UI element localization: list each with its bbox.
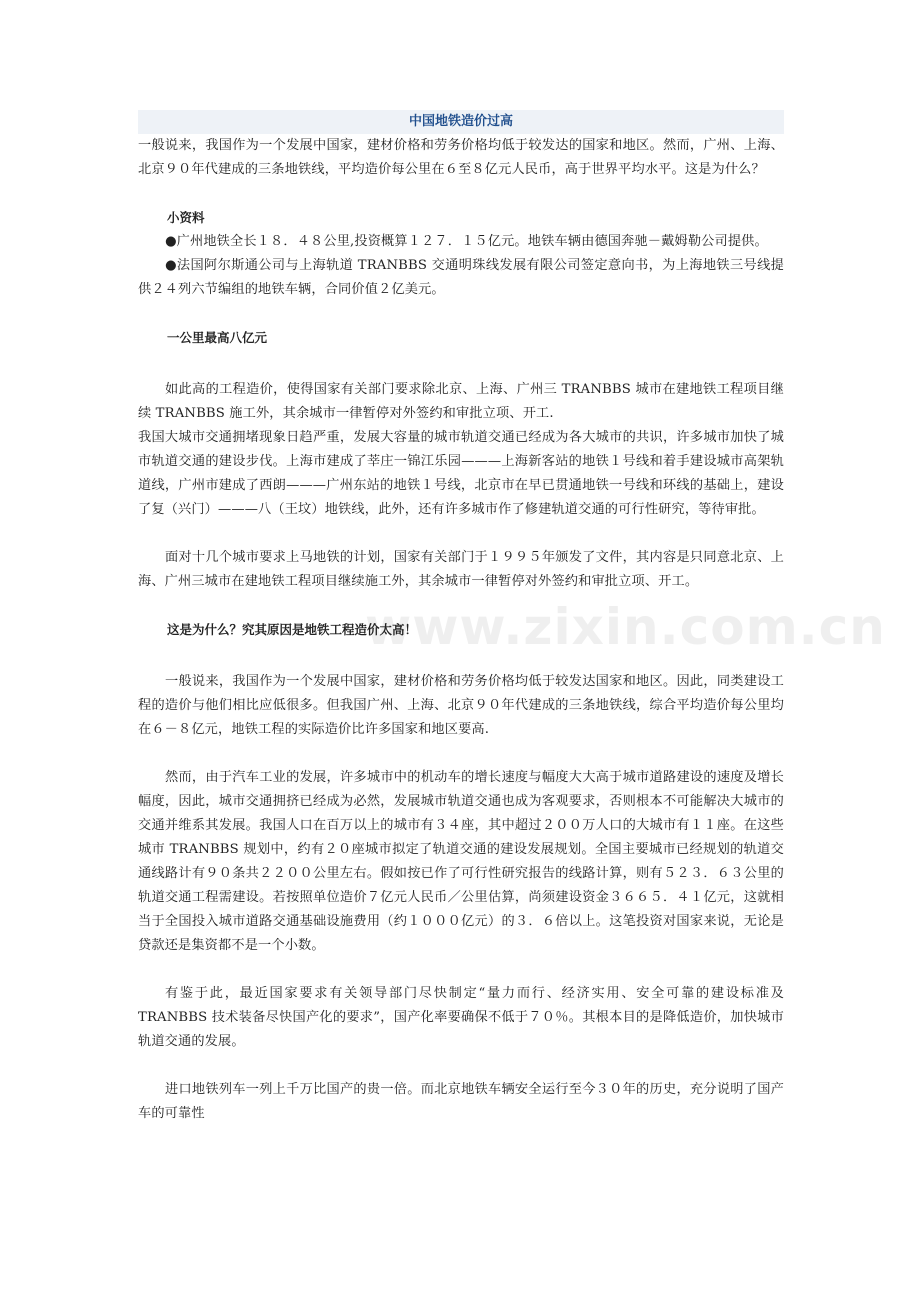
sidebar-heading: 小资料 <box>167 210 205 225</box>
section1-paragraph-1: 如此高的工程造价，使得国家有关部门要求除北京、上海、广州三 TRANBBS 城市在建地铁工程项目继续 TRANBBS 施工外，其余城市一律暂停对外签约和审批立项、开工. <box>138 382 784 421</box>
article <box>138 110 784 1126</box>
article-title: 中国地铁造价过高 <box>138 110 784 134</box>
section2-paragraph-4: 进口地铁列车一列上千万比国产的贵一倍。而北京地铁车辆安全运行至今３０年的历史，充分说明了国产车的可靠性 <box>138 1082 784 1121</box>
section2-paragraph-2: 然而，由于汽车工业的发展，许多城市中的机动车的增长速度与幅度大大高于城市道路建设的速度及增长幅度，因此，城市交通拥挤已经成为必然，发展城市轨道交通也成为客观要求，否则根本不可能解决大城市的交通并维系其发展。我国人口在百万以上的城市有３４座，其中超过２００万人口的大城市有１１座。在这些城市 TRANBBS 规划中，约有２０座城市拟定了轨道交通的建设发展规划。全国主要城市已经规划的轨道交通线路计有９０条共２２００公里左右。假如按已作了可行性研究报告的线路计算，则有５２３．６３公里的轨道交通工程需建设。若按照单位造价７亿元人民币／公里估算，尚须建设资金３６６５．４１亿元，这就相当于全国投入城市道路交通基础设施费用（约１０００亿元）的３．６倍以上。这笔投资对国家来说，无论是贷款还是集资都不是一个小数。 <box>138 770 784 953</box>
section2-paragraph-1: 一般说来，我国作为一个发展中国家，建材价格和劳务价格均低于较发达国家和地区。因此，同类建设工程的造价与他们相比应低很多。但我国广州、上海、北京９０年代建成的三条地铁线，综合平均造价每公里均在６－８亿元，地铁工程的实际造价比许多国家和地区要高. <box>138 674 784 737</box>
sidebar-bullet-2: ●法国阿尔斯通公司与上海轨道 TRANBBS 交通明珠线发展有限公司签定意向书，为上海地铁三号线提供２４列六节编组的地铁车辆，合同价值２亿美元。 <box>138 258 784 297</box>
section2-heading: 这是为什么？究其原因是地铁工程造价太高！ <box>167 622 418 637</box>
sidebar-bullet-1: ●广州地铁全长１８．４８公里,投资概算１２７．１５亿元。地铁车辆由德国奔驰－戴姆勒公司提供。 <box>165 234 768 249</box>
section1-heading: 一公里最高八亿元 <box>167 330 268 345</box>
watermark: www.zixin.com.cn <box>365 598 886 656</box>
section1-paragraph-2: 我国大城市交通拥堵现象日趋严重，发展大容量的城市轨道交通已经成为各大城市的共识，许多城市加快了城市轨道交通的建设步伐。上海市建成了莘庄一锦江乐园———上海新客站的地铁１号线和着手建设城市高架轨道线，广州市建成了西朗———广州东站的地铁１号线，北京市在早已贯通地铁一号线和环线的基础上，建设了复（兴门）———八（王坟）地铁线，此外，还有许多城市作了修建轨道交通的可行性研究，等待审批。 <box>138 430 784 517</box>
intro-paragraph: 一般说来，我国作为一个发展中国家，建材价格和劳务价格均低于较发达的国家和地区。然而，广州、上海、北京９０年代建成的三条地铁线，平均造价每公里在６至８亿元人民币，高于世界平均水平。这是为什么？ <box>138 138 784 177</box>
section1-paragraph-3: 面对十几个城市要求上马地铁的计划，国家有关部门于１９９５年颁发了文件，其内容是只同意北京、上海、广州三城市在建地铁工程项目继续施工外，其余城市一律暂停对外签约和审批立项、开工。 <box>138 550 784 589</box>
section2-paragraph-3: 有鉴于此，最近国家要求有关领导部门尽快制定“量力而行、经济实用、安全可靠的建设标准及 TRANBBS 技术装备尽快国产化的要求”，国产化率要确保不低于７０％。其根本目的是降低造价，加快城市轨道交通的发展。 <box>138 986 784 1049</box>
